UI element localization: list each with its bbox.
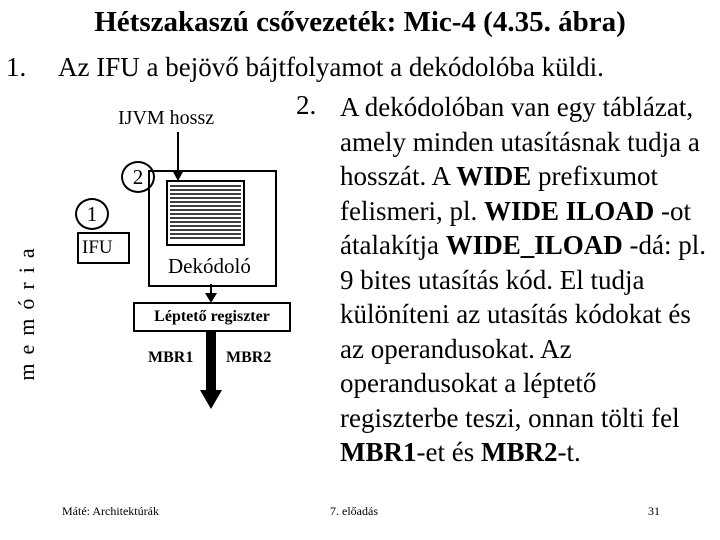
step-1-circle: 1 — [75, 198, 109, 230]
memoria-letter: e — [14, 335, 39, 355]
text-segment: -ot átalakítja — [340, 195, 691, 260]
bold-term: WIDE — [456, 161, 532, 191]
list-item-1: Az IFU a bejövő bájtfolyamot a dekódolóba küldi. — [58, 52, 604, 82]
list-number-2: 2. — [296, 90, 317, 120]
memoria-letter: m — [14, 354, 39, 381]
table-rows — [168, 182, 243, 244]
bold-term: WIDE ILOAD — [483, 195, 655, 226]
page-number: 31 — [648, 504, 660, 518]
text-segment: A dekódolóban van egy táblázat, amely minden utasításnak tudja a hosszát. A — [340, 92, 700, 191]
output-arrow-shaft — [206, 330, 216, 392]
text-segment: prefixumot felismeri, pl. — [340, 161, 659, 226]
memoria-letter: r — [14, 273, 39, 290]
bold-term: MBR1 — [340, 437, 417, 467]
memoria-letter: ó — [14, 289, 39, 310]
text-segment: -t. — [557, 437, 581, 467]
ifu-box: IFU — [77, 232, 130, 264]
decoder-label: Dekódoló — [168, 254, 251, 278]
bold-term: MBR2 — [480, 437, 558, 467]
length-table — [166, 180, 245, 246]
memoria-letter: a — [14, 239, 39, 259]
shift-register-box: Léptető regiszter — [133, 302, 291, 332]
output-arrow-head — [200, 390, 222, 409]
footer-lecture: 7. előadás — [330, 504, 378, 518]
bold-term: WIDE_ILOAD — [445, 230, 623, 260]
memoria-letter: i — [14, 258, 39, 274]
text-segment: -dá: pl. 9 bites utasítás kód. El tudja különíteni az utasítás kódokat és az operandusokat. Az operandusokat a léptető regiszterbe teszi, onnan tölti fel — [340, 230, 706, 433]
footer-author: Máté: Architektúrák — [62, 504, 159, 518]
ijvm-length-label: IJVM hossz — [118, 107, 215, 129]
mbr1-label: MBR1 — [148, 349, 194, 366]
mbr2-label: MBR2 — [226, 349, 272, 366]
list-number-1: 1. — [6, 52, 27, 82]
slide-title: Hétszakaszú csővezeték: Mic-4 (4.35. ábra) — [94, 6, 626, 38]
text-segment: -et és — [416, 437, 481, 467]
memoria-letter: m — [14, 309, 39, 336]
step-2-circle: 2 — [121, 161, 155, 193]
list-item-2 — [340, 90, 718, 470]
